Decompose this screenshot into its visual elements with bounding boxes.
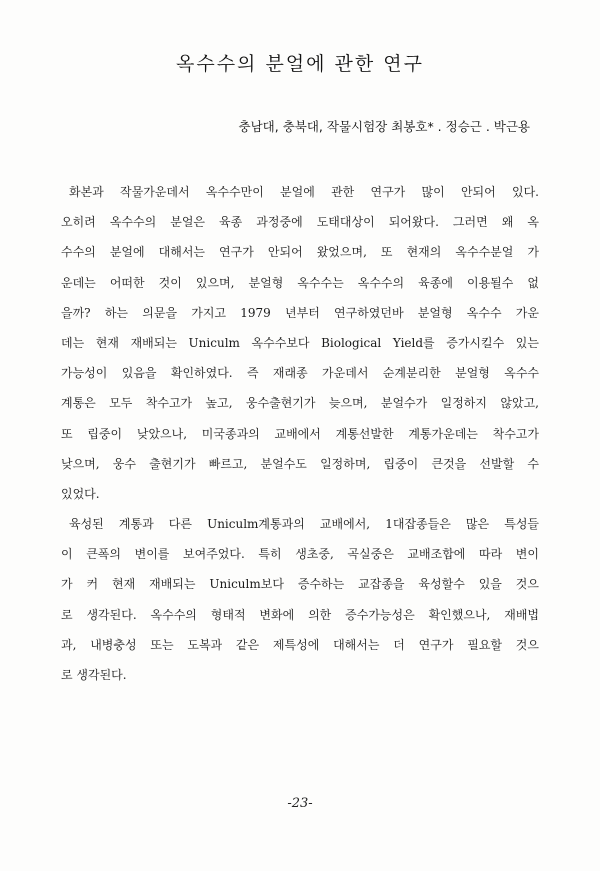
text-line: 가 커 현재 재배되는 Uniculm보다 증수하는 교잡종을 육성할수 있을 것으 bbox=[61, 577, 539, 592]
paragraph bbox=[61, 509, 539, 690]
text-line: 로 생각된다. 옥수수의 형태적 변화에 의한 증수가능성은 확인했으나, 재배법 bbox=[61, 607, 539, 622]
page-number: -23- bbox=[287, 796, 313, 811]
paragraph bbox=[61, 177, 539, 509]
text-line: 운데는 어떠한 것이 있으며, 분얼형 옥수수는 옥수수의 육종에 이용될수 없 bbox=[61, 275, 539, 290]
text-line: 오히려 옥수수의 분얼은 육종 과정중에 도태대상이 되어왔다. 그러면 왜 옥 bbox=[61, 215, 539, 230]
text-line: 을까? 하는 의문을 가지고 1979 년부터 연구하였던바 분얼형 옥수수 가운 bbox=[61, 305, 539, 320]
text-line: 이 큰폭의 변이를 보여주었다. 특히 생초중, 곡실중은 교배조합에 따라 변이 bbox=[61, 547, 539, 562]
text-line: 과, 내병충성 또는 도복과 같은 제특성에 대해서는 더 연구가 필요할 것으 bbox=[61, 637, 539, 652]
text-line: 있었다. bbox=[61, 486, 100, 501]
text-line: 계통은 모두 착수고가 높고, 웅수출현기가 늦으며, 분얼수가 일정하지 않았고, bbox=[61, 396, 539, 411]
text-line: 화본과 작물가운데서 옥수수만이 분얼에 관한 연구가 많이 안되어 있다. bbox=[69, 185, 539, 199]
paper-title: 옥수수의 분얼에 관한 연구 bbox=[175, 53, 424, 75]
text-line: 또 립중이 낮았으나, 미국종과의 교배에서 계통선발한 계통가운데는 착수고가 bbox=[61, 426, 539, 441]
text-line: 수수의 분얼에 대해서는 연구가 안되어 왔었으며, 또 현재의 옥수수분얼 가 bbox=[61, 245, 539, 260]
abstract-body bbox=[61, 177, 539, 690]
text-line: 육성된 계통과 다른 Uniculm계통과의 교배에서, 1대잡종들은 많은 특성들 bbox=[69, 517, 539, 532]
text-line: 로 생각된다. bbox=[61, 668, 127, 682]
author-affiliations: 충남대, 충북대, 작물시험장 최봉호* . 정승근 . 박근용 bbox=[238, 119, 530, 134]
text-line: 데는 현재 재배되는 Uniculm 옥수수보다 Biological Yield를 증가시킬수 있는 bbox=[61, 335, 539, 350]
text-line: 낮으며, 웅수 출현기가 빠르고, 분얼수도 일정하며, 립중이 큰것을 선발할 수 bbox=[61, 456, 539, 471]
text-line: 가능성이 있음을 확인하였다. 즉 재래종 가운데서 순계분리한 분얼형 옥수수 bbox=[61, 366, 539, 381]
